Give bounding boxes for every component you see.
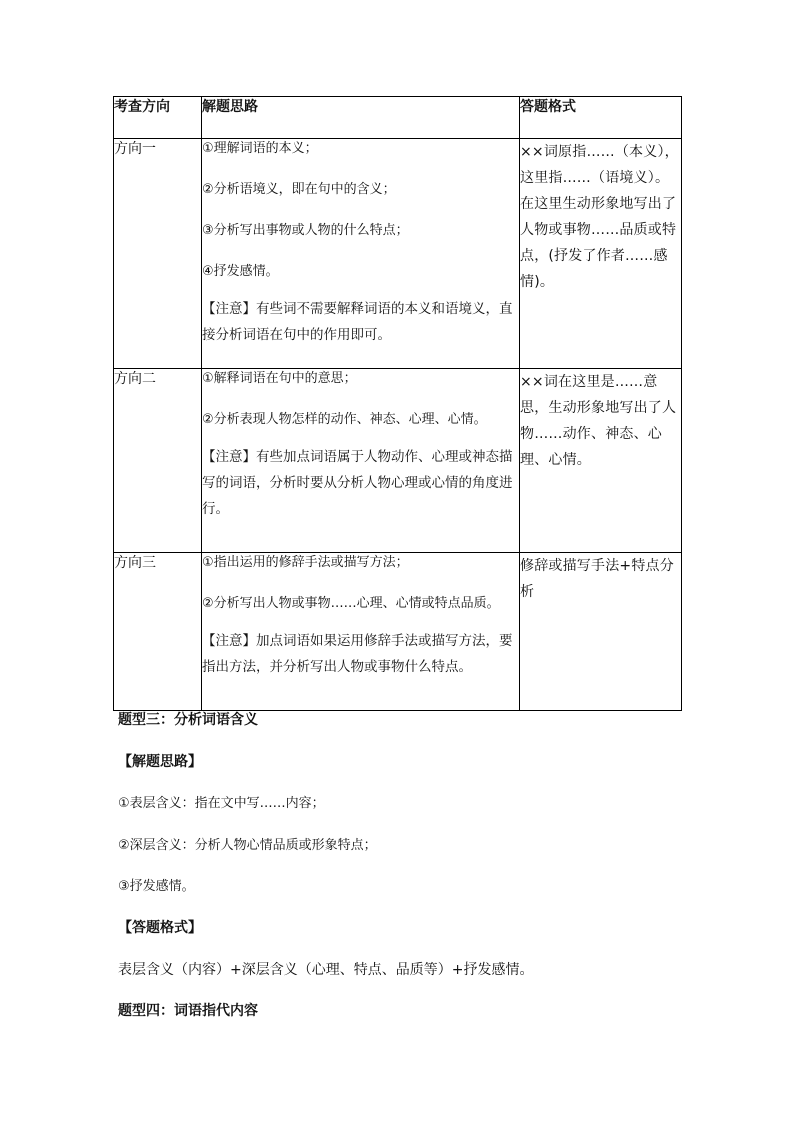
note-text: 【注意】有些词不需要解释词语的本义和语境义，直接分析词语在句中的作用即可。: [202, 301, 513, 343]
point-item: ③抒发感情。: [118, 879, 195, 894]
header-format: 答题格式: [520, 97, 682, 139]
direction-label: 方向三: [114, 553, 202, 711]
format-cell: ××词在这里是……意思，生动形象地写出了人物……动作、神态、心理、心情。: [520, 369, 682, 553]
point-item: ①表层含义：指在文中写……内容；: [118, 796, 325, 811]
table-row: [114, 139, 682, 369]
step-item: ④抒发感情。: [202, 264, 279, 279]
direction-label: 方向二: [114, 369, 202, 553]
header-direction: 考查方向: [114, 97, 202, 139]
type4-title: 题型四：词语指代内容: [118, 1003, 258, 1019]
table-row: [114, 369, 682, 553]
direction-label: 方向一: [114, 139, 202, 369]
point-item: ②深层含义：分析人物心情品质或形象特点；: [118, 838, 377, 853]
step-item: ②分析表现人物怎样的动作、神态、心理、心情。: [202, 412, 487, 427]
note-text: 【注意】加点词语如果运用修辞手法或描写方法，要指出方法，并分析写出人物或事物什么特点。: [202, 633, 513, 675]
thinking-cell: [202, 369, 520, 553]
thinking-cell: [202, 553, 520, 711]
step-item: ①指出运用的修辞手法或描写方法；: [202, 555, 409, 570]
format-cell: 修辞或描写手法+特点分析: [520, 553, 682, 711]
step-item: ②分析语境义，即在句中的含义；: [202, 182, 396, 197]
format-cell: ××词原指……（本义），这里指……（语境义）。在这里生动形象地写出了人物或事物……品质或特点，(抒发了作者……感情)。: [520, 139, 682, 369]
header-thinking: 解题思路: [202, 97, 520, 139]
table-header-row: [114, 97, 682, 139]
answer-guide-table: [113, 96, 682, 711]
step-item: ②分析写出人物或事物……心理、心情或特点品质。: [202, 596, 500, 611]
table-row: [114, 553, 682, 711]
thinking-cell: [202, 139, 520, 369]
note-text: 【注意】有些加点词语属于人物动作、心理或神态描写的词语，分析时要从分析人物心理或心情的角度进行。: [202, 449, 513, 517]
step-item: ①理解词语的本义；: [202, 141, 318, 156]
format-heading: 【答题格式】: [118, 920, 202, 936]
step-item: ③分析写出事物或人物的什么特点；: [202, 223, 409, 238]
thinking-heading: 【解题思路】: [118, 754, 202, 770]
type3-title: 题型三：分析词语含义: [118, 712, 258, 728]
step-item: ①解释词语在句中的意思；: [202, 371, 357, 386]
format-text: 表层含义（内容）+深层含义（心理、特点、品质等）+抒发感情。: [118, 962, 534, 978]
